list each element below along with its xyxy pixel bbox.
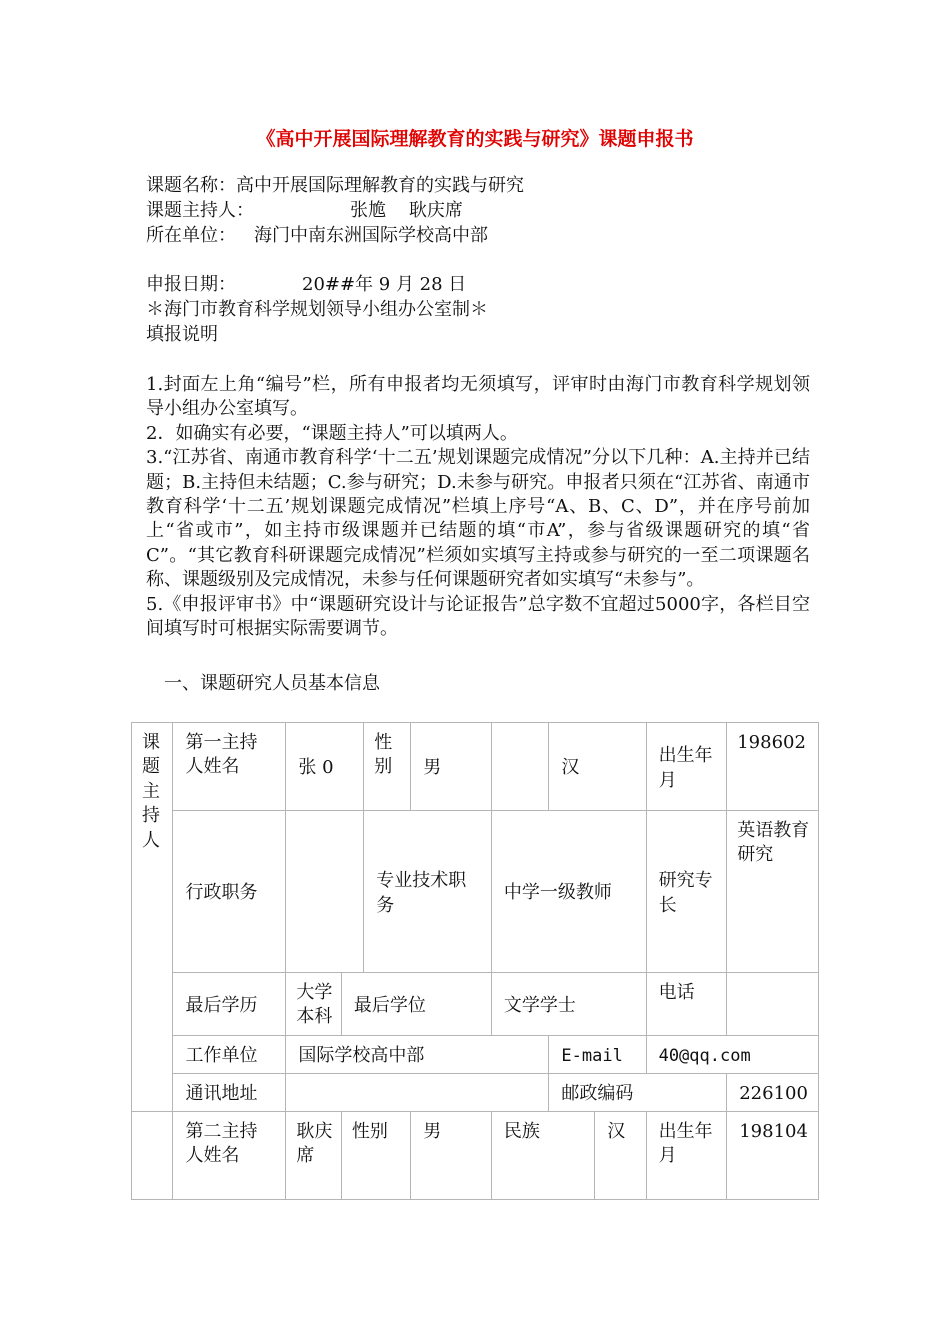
- table-row: [132, 811, 819, 973]
- unit-label: 所在单位：: [146, 225, 236, 246]
- edu-label: 最后学历: [173, 973, 286, 1036]
- phone-label: 电话: [646, 973, 727, 1036]
- table-row: [132, 1112, 819, 1200]
- table-row: [132, 1074, 819, 1112]
- host-label: 课题主持人：: [146, 200, 254, 221]
- specialty-label: 研究专长: [646, 811, 727, 973]
- second-gender-label: 性别: [341, 1112, 410, 1200]
- phone-value: [727, 973, 819, 1036]
- degree-label: 最后学位: [341, 973, 491, 1036]
- host-names: 张尯 耿庆席: [350, 200, 463, 221]
- first-host-label: 第一主持人姓名: [173, 723, 286, 811]
- group-label: 课题主持人: [132, 723, 173, 1112]
- address-label: 通讯地址: [173, 1074, 286, 1112]
- instruction-item: 5.《申报评审书》中“课题研究设计与论证报告”总字数不宜超过5000字，各栏目空间填写时可根据实际需要调节。: [146, 593, 810, 640]
- first-birth: 198602: [727, 723, 819, 811]
- postcode-value: 226100: [727, 1074, 819, 1112]
- address-value: [286, 1074, 549, 1112]
- work-label: 工作单位: [173, 1036, 286, 1074]
- table-row: [132, 973, 819, 1036]
- first-host-name: 张 0: [286, 723, 364, 811]
- project-name-label: 课题名称：: [146, 175, 236, 196]
- second-host-label: 第二主持人姓名: [173, 1112, 286, 1200]
- project-name-line: [146, 174, 524, 198]
- table-row: [132, 723, 819, 811]
- unit-name: 海门中南东洲国际学校高中部: [254, 225, 488, 246]
- section-heading: 一、课题研究人员基本信息: [164, 673, 380, 694]
- date-value: 20##年 9 月 28 日: [302, 274, 467, 295]
- researcher-info-table: [131, 722, 819, 1200]
- gender-label: 性别: [364, 723, 411, 811]
- second-birth: 198104: [727, 1112, 819, 1200]
- unit-line: [146, 224, 488, 248]
- ethnicity-label-blank: [491, 723, 549, 811]
- date-line: [146, 273, 466, 297]
- first-ethnicity: 汉: [549, 723, 646, 811]
- instruction-item: 2．如确实有必要，“课题主持人”可以填两人。: [146, 422, 518, 444]
- postcode-label: 邮政编码: [549, 1074, 727, 1112]
- edu-value: 大学本科: [286, 973, 342, 1036]
- first-gender: 男: [411, 723, 492, 811]
- second-gender: 男: [411, 1112, 492, 1200]
- second-host-name: 耿庆席: [286, 1112, 342, 1200]
- title-label: 专业技术职务: [364, 811, 492, 973]
- issuer-line: ＊海门市教育科学规划领导小组办公室制＊: [146, 299, 488, 320]
- project-name: 高中开展国际理解教育的实践与研究: [236, 175, 524, 196]
- title-value: 中学一级教师: [491, 811, 646, 973]
- second-ethnicity: 汉: [595, 1112, 646, 1200]
- email-value: 40@qq.com: [646, 1036, 818, 1074]
- host-line: [146, 199, 463, 223]
- admin-label: 行政职务: [173, 811, 286, 973]
- degree-value: 文学学士: [491, 973, 646, 1036]
- group-label-continued: [132, 1112, 173, 1200]
- birth-label: 出生年月: [646, 723, 727, 811]
- specialty-value: 英语教育研究: [727, 811, 819, 973]
- instructions-list: [146, 373, 810, 641]
- instruction-item: 3.“江苏省、南通市教育科学‘十二五’规划课题完成情况”分以下几种：A.主持并已结题；B.主持但未结题；C.参与研究；D.未参与研究。申报者只须在“江苏省、南通市教育科学‘十二五’规划课题完成情况”栏填上序号“A、B、C、D”，并在序号前加上“省或市”，如主持市级课题并已结题的填“市A”，参与省级课题研究的填“省C”。“其它教育科研课题完成情况”栏须如实填写主持或参与研究的一至二项课题名称、课题级别及完成情况，未参与任何课题研究者如实填写“未参与”。: [146, 447, 810, 591]
- table-row: [132, 1036, 819, 1074]
- second-ethnicity-label: 民族: [491, 1112, 594, 1200]
- second-birth-label: 出生年月: [646, 1112, 727, 1200]
- work-value: 国际学校高中部: [286, 1036, 549, 1074]
- email-label: E-mail: [549, 1036, 646, 1074]
- date-label: 申报日期：: [146, 274, 236, 295]
- admin-value: [286, 811, 364, 973]
- instructions-title: 填报说明: [146, 324, 218, 345]
- instruction-item: 1.封面左上角“编号”栏，所有申报者均无须填写，评审时由海门市教育科学规划领导小组办公室填写。: [146, 374, 810, 420]
- document-title: 《高中开展国际理解教育的实践与研究》课题申报书: [256, 128, 694, 150]
